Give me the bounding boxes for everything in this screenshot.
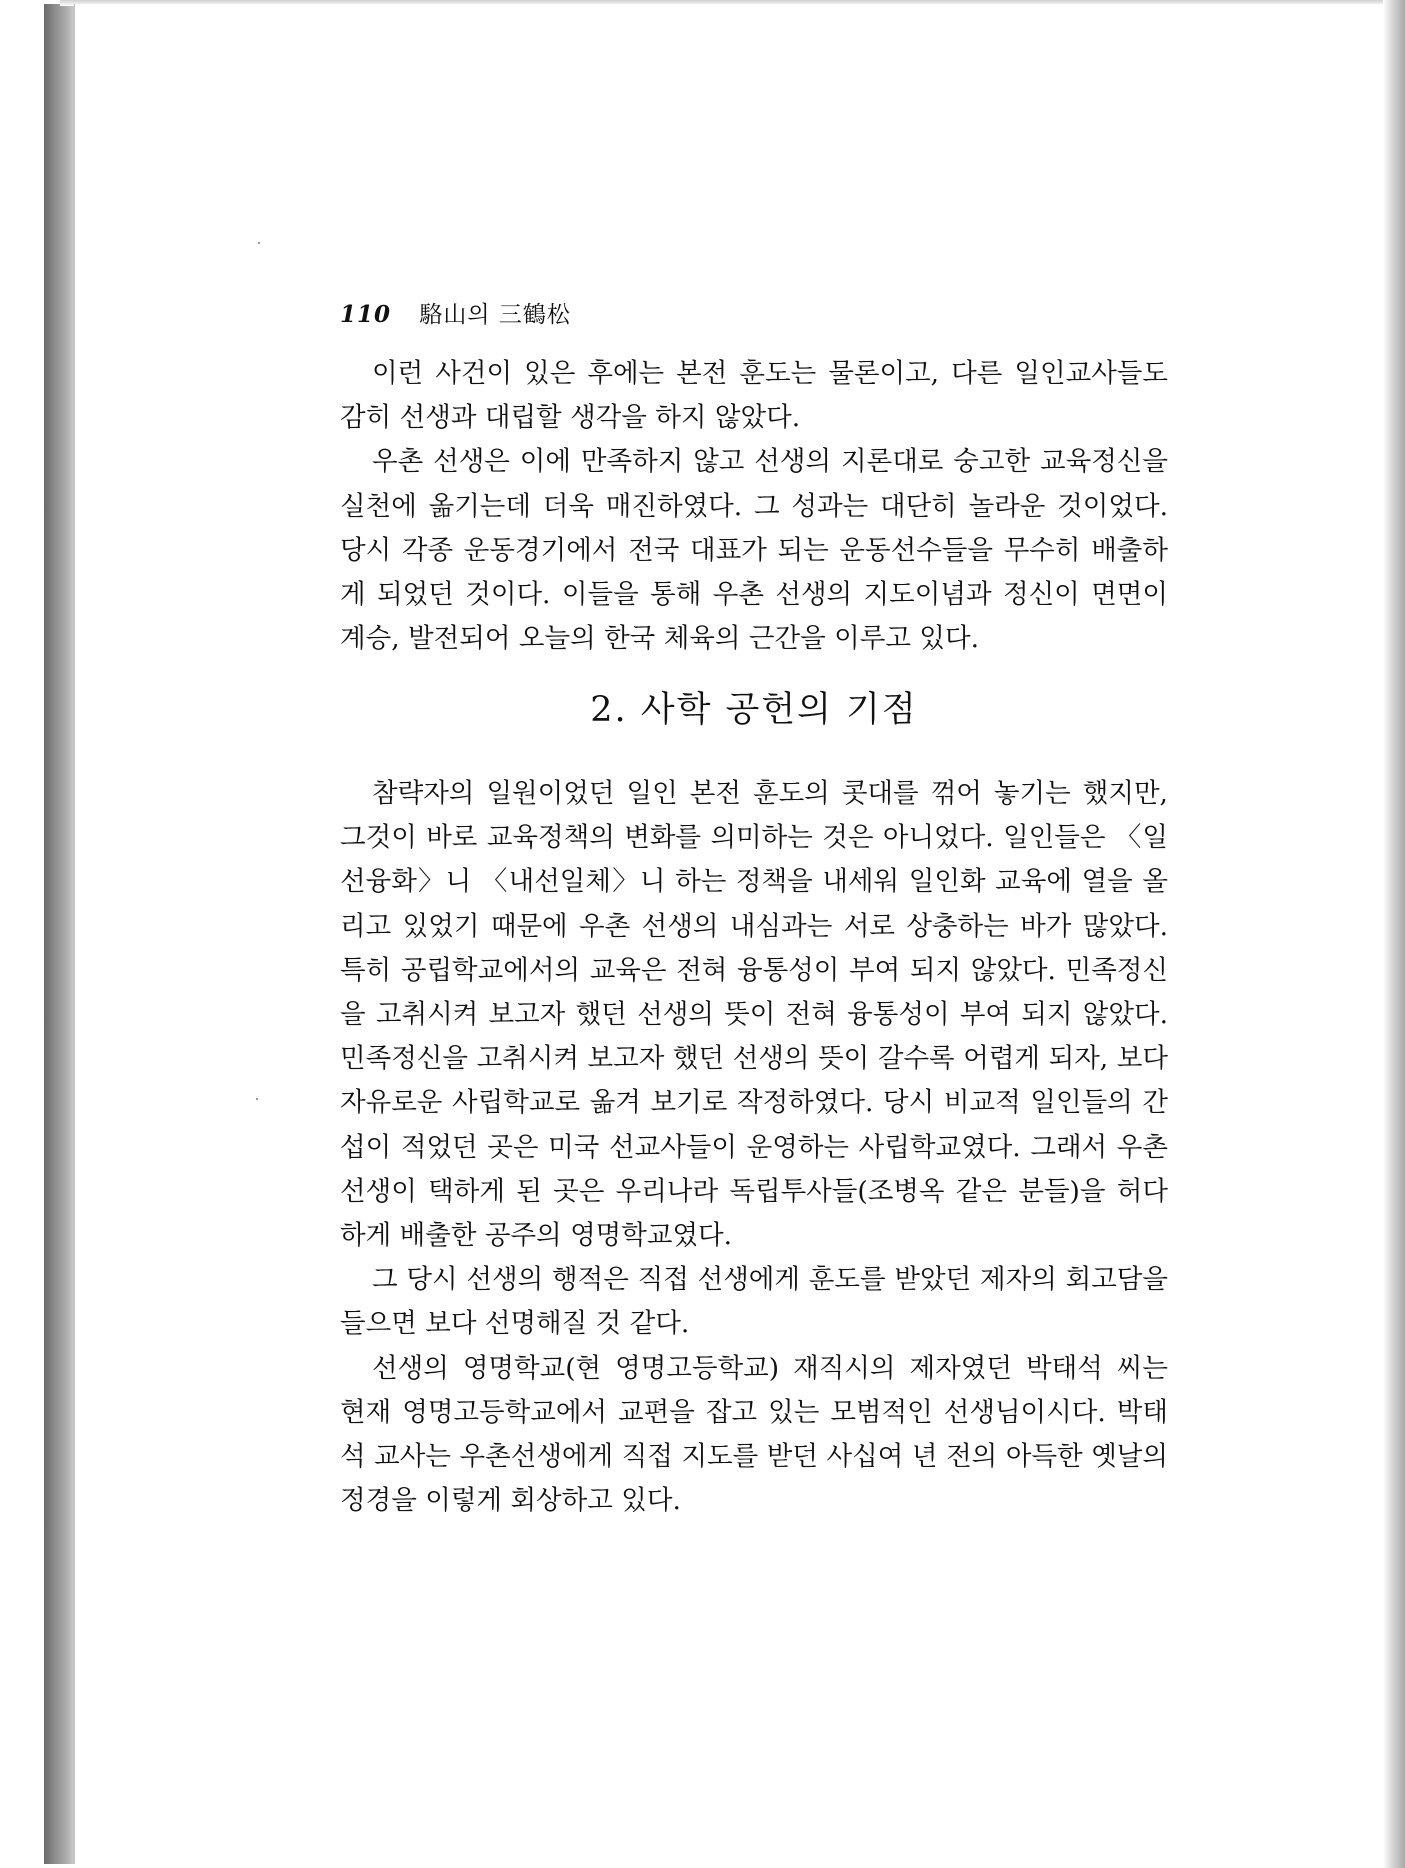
page-right-edge (1383, 0, 1405, 1868)
running-header (340, 296, 571, 329)
page-number: 110 (340, 301, 392, 328)
paragraph: 이런 사건이 있은 후에는 본전 훈도는 물론이고, 다른 일인교사들도 감히 선생과 대립할 생각을 하지 않았다. (340, 358, 1168, 434)
book-title: 駱山의 三鶴松 (419, 302, 571, 328)
text-block-2 (340, 772, 1168, 1523)
paragraph: 참략자의 일원이었던 일인 본전 훈도의 콧대를 꺾어 놓기는 했지만, 그것이 바로 교육정책의 변화를 의미하는 것은 아니었다. 일인들은 〈일선융화〉니 〈내선일체〉니 하는 정책을 내세워 일인화 교육에 열을 올리고 있었기 때문에 우촌 선생의 내심과는 서로 상충하는 바가 많았다. 특히 공립학교에서의 교육은 전혀 융통성이 부여 되지 않았다. 민족정신을 고취시켜 보고자 했던 선생의 뜻이 전혀 융통성이 부여 되지 않았다. 민족정신을 고취시켜 보고자 했던 선생의 뜻이 갈수록 어렵게 되자, 보다 자유로운 사립학교로 옮겨 보기로 작정하였다. 당시 비교적 일인들의 간섭이 적었던 곳은 미국 선교사들이 운영하는 사립학교였다. 그래서 우촌 선생이 택하게 된 곳은 우리나라 독립투사들(조병옥 같은 분들)을 허다하게 배출한 공주의 영명학교였다. (340, 778, 1168, 1252)
paragraph: 선생의 영명학교(현 영명고등학교) 재직시의 제자였던 박태석 씨는 현재 영명고등학교에서 교편을 잡고 있는 모범적인 선생님이시다. 박태석 교사는 우촌선생에게 직접 지도를 받던 사십여 년 전의 아득한 옛날의 정경을 이렇게 회상하고 있다. (340, 1352, 1168, 1517)
paragraph: 그 당시 선생의 행적은 직접 선생에게 훈도를 받았던 제자의 회고담을 들으면 보다 선명해질 것 같다. (340, 1264, 1168, 1340)
scan-speck (256, 1098, 258, 1100)
text-block-1 (340, 352, 1168, 661)
scan-speck (258, 242, 260, 244)
page-stack-edge (44, 4, 74, 1864)
section-heading: 2. 사학 공헌의 기점 (590, 690, 918, 730)
paragraph: 우촌 선생은 이에 만족하지 않고 선생의 지론대로 숭고한 교육정신을 실천에 옮기는데 더욱 매진하였다. 그 성과는 대단히 놀라운 것이었다. 당시 각종 운동경기에서 전국 대표가 되는 운동선수들을 무수히 배출하게 되었던 것이다. 이들을 통해 우촌 선생의 지도이념과 정신이 면면이 계승, 발전되어 오늘의 한국 체육의 근간을 이루고 있다. (340, 446, 1168, 655)
